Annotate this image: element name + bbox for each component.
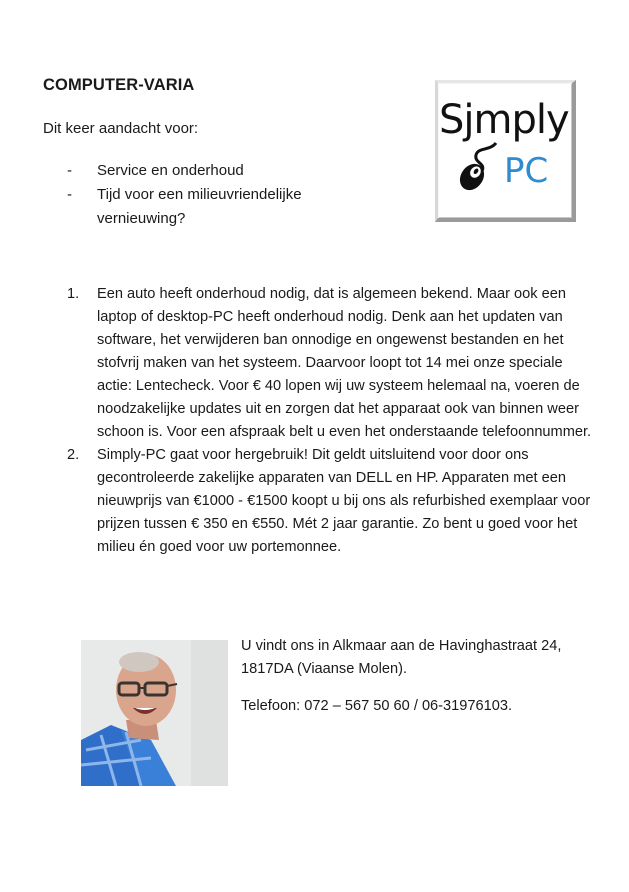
address-text: U vindt ons in Alkmaar aan de Havinghastraat 24, 1817DA (Viaanse Molen). (241, 638, 562, 677)
item-text: Een auto heeft onderhoud nodig, dat is algemeen bekend. Maar ook een laptop of desktop-PC heeft onderhoud nodig. Denk aan het updaten van software, het verwijderen ban onnodige en ongewenst bestanden en het stofvrij maken van het systeem. Daarvoor loopt tot 14 mei onze speciale actie: Lentecheck. Voor € 40 lopen wij uw systeem helemaal na, voeren de noodzakelijke updates uit en zorgen dat het apparaat ook van binnen weer schoon is. Voor een afspraak belt u even het onderstaande telefoonnummer. (97, 286, 592, 440)
item-number: 1. (67, 286, 80, 302)
page-title: COMPUTER-VARIA (43, 76, 195, 94)
item-text: Simply-PC gaat voor hergebruik! Dit geldt uitsluitend voor door ons gecontroleerde zakelijke apparaten van DELL en HP. Apparaten met een nieuwprijs van €1000 - €1500 koopt u bij ons als refurbished exemplaar voor prijzen tussen € 350 en €550. Mét 2 jaar garantie. Zo bent u goed voor het milieu én goed voor uw portemonnee. (97, 447, 591, 555)
logo-pc-text: PC (504, 151, 549, 191)
numbered-list (67, 283, 597, 559)
focus-list (67, 159, 367, 231)
portrait-illustration (81, 640, 228, 786)
item-number: 2. (67, 447, 80, 463)
computer-mouse-icon (456, 141, 504, 191)
dash-bullet: - (67, 186, 72, 203)
focus-item-text: Service en onderhoud (97, 162, 244, 179)
phone-text: Telefoon: 072 – 567 50 60 / 06-31976103. (241, 698, 513, 714)
simply-pc-logo (435, 80, 576, 222)
focus-item (67, 183, 367, 231)
contact-info (241, 635, 601, 732)
logo-wordmark: Sjmply (439, 97, 569, 143)
dash-bullet: - (67, 162, 72, 179)
portrait-photo (81, 640, 228, 786)
list-item (67, 444, 597, 559)
intro-text: Dit keer aandacht voor: (43, 120, 199, 137)
focus-item (67, 159, 367, 183)
focus-item-text: Tijd voor een milieuvriendelijke vernieuwing? (97, 186, 302, 227)
list-item (67, 283, 597, 444)
